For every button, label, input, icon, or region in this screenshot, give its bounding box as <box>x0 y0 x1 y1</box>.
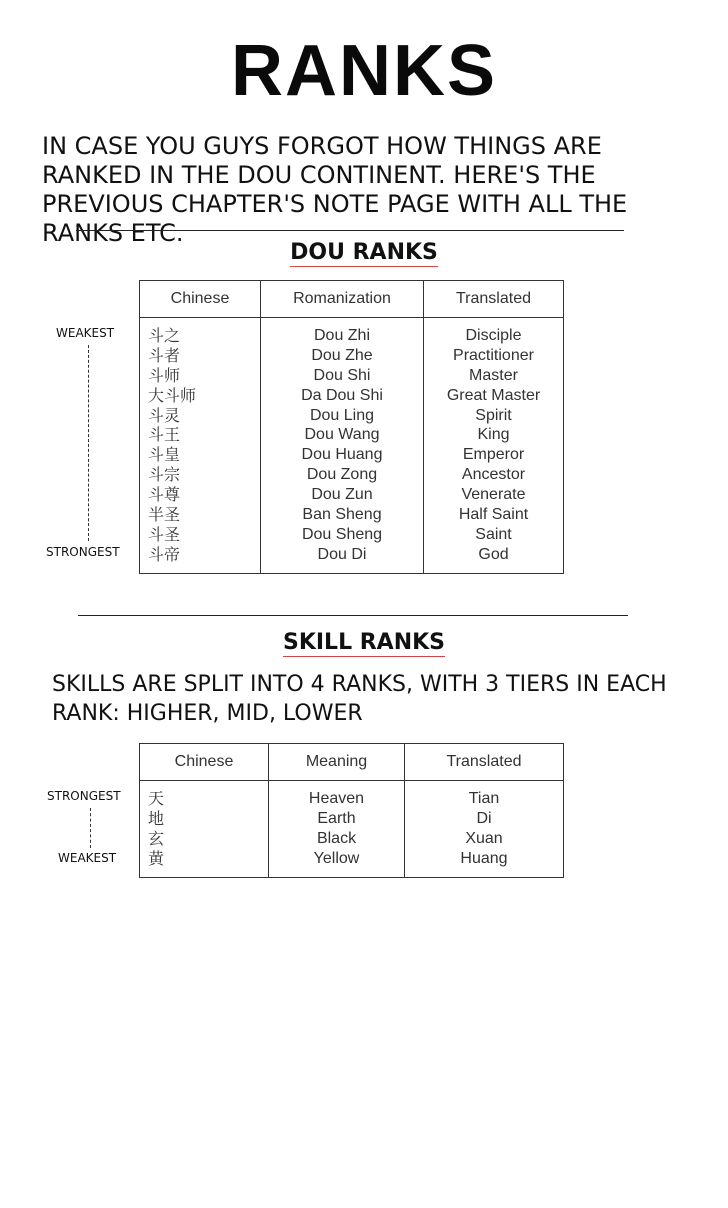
dou-translated-row: Master <box>469 366 518 384</box>
skill-chinese-row: 地 <box>148 808 165 828</box>
dou-chinese-row: 斗灵 <box>148 405 181 425</box>
skill-translated-row: Xuan <box>465 829 503 847</box>
dou-romanization-row: Ban Sheng <box>302 506 382 524</box>
skill-translated-row: Di <box>476 809 492 827</box>
dou-translated-row: Emperor <box>462 446 525 464</box>
divider-middle <box>78 615 628 616</box>
dou-translated-row: Venerate <box>461 486 526 504</box>
dou-romanization-row: Da Dou Shi <box>301 386 383 404</box>
skill-side-dashed-line <box>90 808 91 848</box>
dou-romanization-row: Dou Di <box>317 545 367 563</box>
dou-romanization-row: Dou Zun <box>311 486 373 504</box>
dou-romanization-row: Dou Huang <box>301 446 383 464</box>
dou-chinese-row: 斗尊 <box>148 485 181 505</box>
skill-col-chinese: Chinese <box>140 744 269 781</box>
skill-translated-row: Huang <box>460 849 508 867</box>
skill-translated-row: Tian <box>468 790 500 807</box>
skill-ranks-table <box>139 743 564 878</box>
skill-chinese-row: 玄 <box>148 828 165 848</box>
dou-translated-row: Spirit <box>475 406 512 424</box>
dou-chinese-row: 斗宗 <box>148 465 181 485</box>
skill-chinese-row: 天 <box>148 789 165 808</box>
dou-chinese-row: 斗圣 <box>148 524 181 544</box>
dou-translated-row: Disciple <box>465 327 522 344</box>
dou-translated-row: Saint <box>475 525 512 543</box>
dou-romanization-row: Dou Zong <box>306 466 378 484</box>
skill-col-meaning: Meaning <box>269 744 405 781</box>
dou-translated-row: Ancestor <box>461 466 526 484</box>
divider-top <box>76 230 624 231</box>
dou-ranks-heading <box>0 240 728 265</box>
dou-translated-row: King <box>477 426 510 444</box>
dou-chinese-cell <box>140 318 261 574</box>
dou-chinese-row: 斗者 <box>148 345 181 365</box>
skill-translated-cell <box>405 781 564 878</box>
dou-chinese-row: 斗王 <box>148 425 181 445</box>
dou-side-bottom-label: STRONGEST <box>46 545 120 559</box>
dou-translated-row: Great Master <box>446 386 541 404</box>
dou-translated-row: God <box>478 545 509 563</box>
skill-side-top-label: STRONGEST <box>47 789 121 803</box>
dou-romanization-cell <box>261 318 424 574</box>
dou-chinese-row: 大斗师 <box>148 385 197 405</box>
dou-side-dashed-line <box>88 345 89 541</box>
dou-side-top-label: WEAKEST <box>56 326 115 340</box>
skill-meaning-row: Yellow <box>313 849 360 867</box>
dou-col-romanization: Romanization <box>261 281 424 318</box>
intro-text: IN CASE YOU GUYS FORGOT HOW THINGS ARE RANKED IN THE DOU CONTINENT. HERE'S THE PREVIOUS CHAPTER'S NOTE PAGE WITH ALL THE RANKS ETC. <box>42 132 628 247</box>
page-title: RANKS <box>230 31 497 111</box>
skill-ranks-heading-text: SKILL RANKS <box>282 630 446 655</box>
dou-ranks-table <box>139 280 564 574</box>
dou-romanization-row: Dou Shi <box>313 366 371 384</box>
dou-chinese-row: 斗帝 <box>148 544 181 564</box>
skill-chinese-cell <box>140 781 269 878</box>
dou-translated-row: Half Saint <box>458 506 529 524</box>
dou-chinese-row: 斗皇 <box>148 445 181 465</box>
dou-romanization-row: Dou Zhe <box>311 346 373 364</box>
dou-col-chinese: Chinese <box>140 281 261 318</box>
dou-ranks-heading-text: DOU RANKS <box>290 240 438 265</box>
skill-meaning-row: Black <box>316 829 357 847</box>
dou-chinese-row: 斗之 <box>148 326 181 345</box>
dou-col-translated: Translated <box>424 281 564 318</box>
skill-side-bottom-label: WEAKEST <box>58 851 117 865</box>
dou-chinese-row: 半圣 <box>148 505 181 525</box>
dou-romanization-row: Dou Ling <box>309 406 375 424</box>
dou-translated-row: Practitioner <box>453 346 534 364</box>
skill-ranks-note: SKILLS ARE SPLIT INTO 4 RANKS, WITH 3 TIERS IN EACH RANK: HIGHER, MID, LOWER <box>52 672 667 726</box>
skill-chinese-row: 黄 <box>148 848 165 868</box>
skill-meaning-cell <box>269 781 405 878</box>
dou-romanization-row: Dou Zhi <box>313 327 371 344</box>
skill-meaning-row: Earth <box>317 809 356 827</box>
skill-ranks-body <box>140 781 564 878</box>
dou-romanization-row: Dou Sheng <box>301 525 383 543</box>
skill-meaning-row: Heaven <box>308 790 365 807</box>
dou-romanization-row: Dou Wang <box>304 426 380 444</box>
dou-translated-cell <box>424 318 564 574</box>
dou-chinese-row: 斗师 <box>148 365 181 385</box>
dou-ranks-body <box>140 318 564 574</box>
skill-ranks-heading <box>0 630 728 655</box>
skill-col-translated: Translated <box>405 744 564 781</box>
